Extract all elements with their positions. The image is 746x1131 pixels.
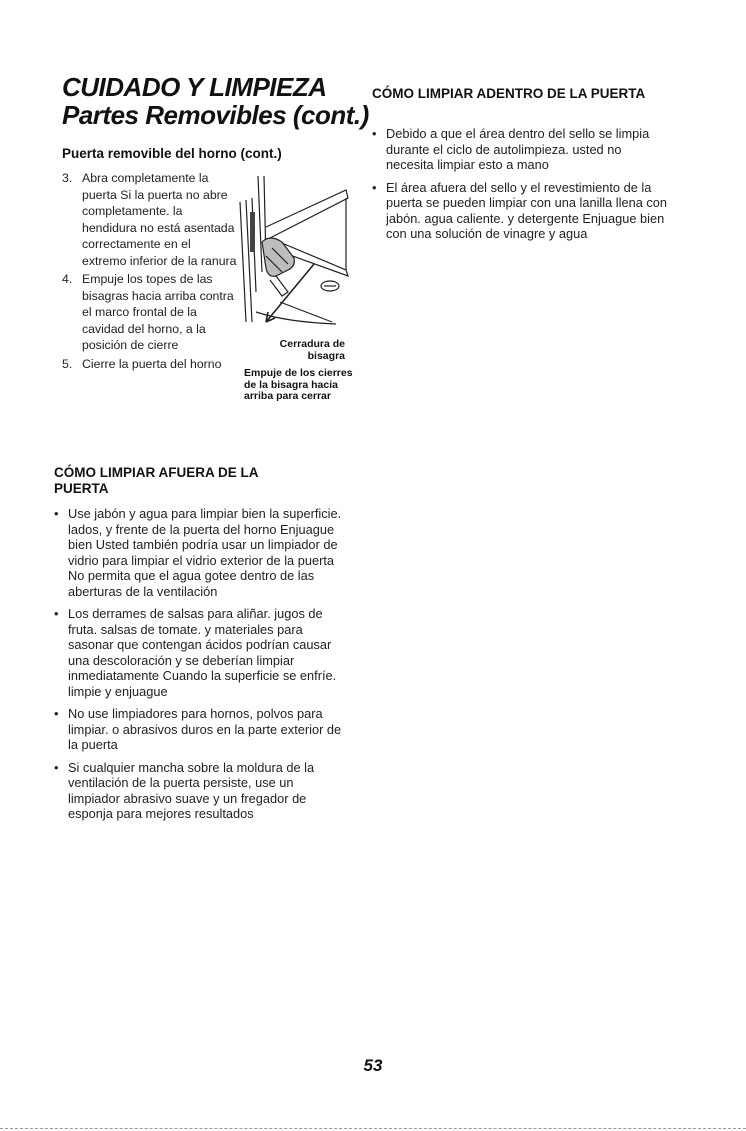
- step-text: Empuje los topes de las bisagras hacia arriba contra el marco frontal de la cavidad del horno, a la posición de cierre: [82, 272, 234, 352]
- push-hinge-caption: Empuje de los cierres de la bisagra hacia arriba para cerrar: [244, 367, 353, 402]
- list-item: • El área afuera del sello y el revestimiento de la puerta se pueden limpiar con una lanilla llena con jabón. agua caliente. y detergente Enjuague bien con una solución de vinagre y agua: [372, 180, 672, 242]
- outside-bullet-list: [54, 506, 344, 829]
- inside-door-heading: CÓMO LIMPIAR ADENTRO DE LA PUERTA: [372, 86, 646, 101]
- step-item: [62, 271, 237, 354]
- page-number: 53: [363, 1056, 383, 1075]
- list-item: • Use jabón y agua para limpiar bien la superficie. lados, y frente de la puerta del horno Enjuague bien Usted también podría usar un limpiador de vidrio para limpiar el vidrio exterior de la puerta No permita que el agua gotee dentro de las aberturas de la ventilación: [54, 506, 344, 599]
- list-item: • Los derrames de salsas para aliñar. jugos de fruta. salsas de tomate. y materiales para sasonar que contengan ácidos podrían causar una descoloración y se deberían limpiar inmediatamente Cuando la superficie se enfríe. limpie y enjuague: [54, 606, 344, 699]
- step-list: [62, 170, 237, 372]
- hinge-lock-caption: Cerradura de bisagra: [279, 338, 345, 362]
- list-item: • Si cualquier mancha sobre la moldura de la ventilación de la puerta persiste, use un limpiador abrasivo suave y un fregador de esponja para mejores resultados: [54, 760, 344, 822]
- step-text: Cierre la puerta del horno: [82, 356, 222, 371]
- list-item: • Debido a que el área dentro del sello se limpia durante el ciclo de autolimpieza. usted no necesita limpiar esto a mano: [372, 126, 672, 173]
- door-hinge-illustration: [236, 172, 354, 332]
- inside-bullet-list: [372, 126, 672, 249]
- step-item: [62, 356, 237, 373]
- step-number: 4.: [62, 272, 73, 286]
- step-number: 3.: [62, 171, 73, 185]
- step-number: 5.: [62, 356, 73, 371]
- section-title: CUIDADO Y LIMPIEZA: [62, 72, 327, 102]
- step-item: [62, 170, 237, 269]
- outside-door-heading: CÓMO LIMPIAR AFUERA DE LA PUERTA: [54, 465, 258, 496]
- step-text: Abra completamente la puerta Si la puerta no abre completamente. la hendidura no está asentada correctamente en el extremo inferior de la ranura: [82, 171, 237, 268]
- bottom-edge-rule: [0, 1128, 746, 1129]
- list-item: • No use limpiadores para hornos, polvos para limpiar. o abrasivos duros en la parte exterior de la puerta: [54, 706, 344, 753]
- section-subtitle: Partes Removibles (cont.): [62, 100, 369, 130]
- door-subheading: Puerta removible del horno (cont.): [62, 146, 282, 161]
